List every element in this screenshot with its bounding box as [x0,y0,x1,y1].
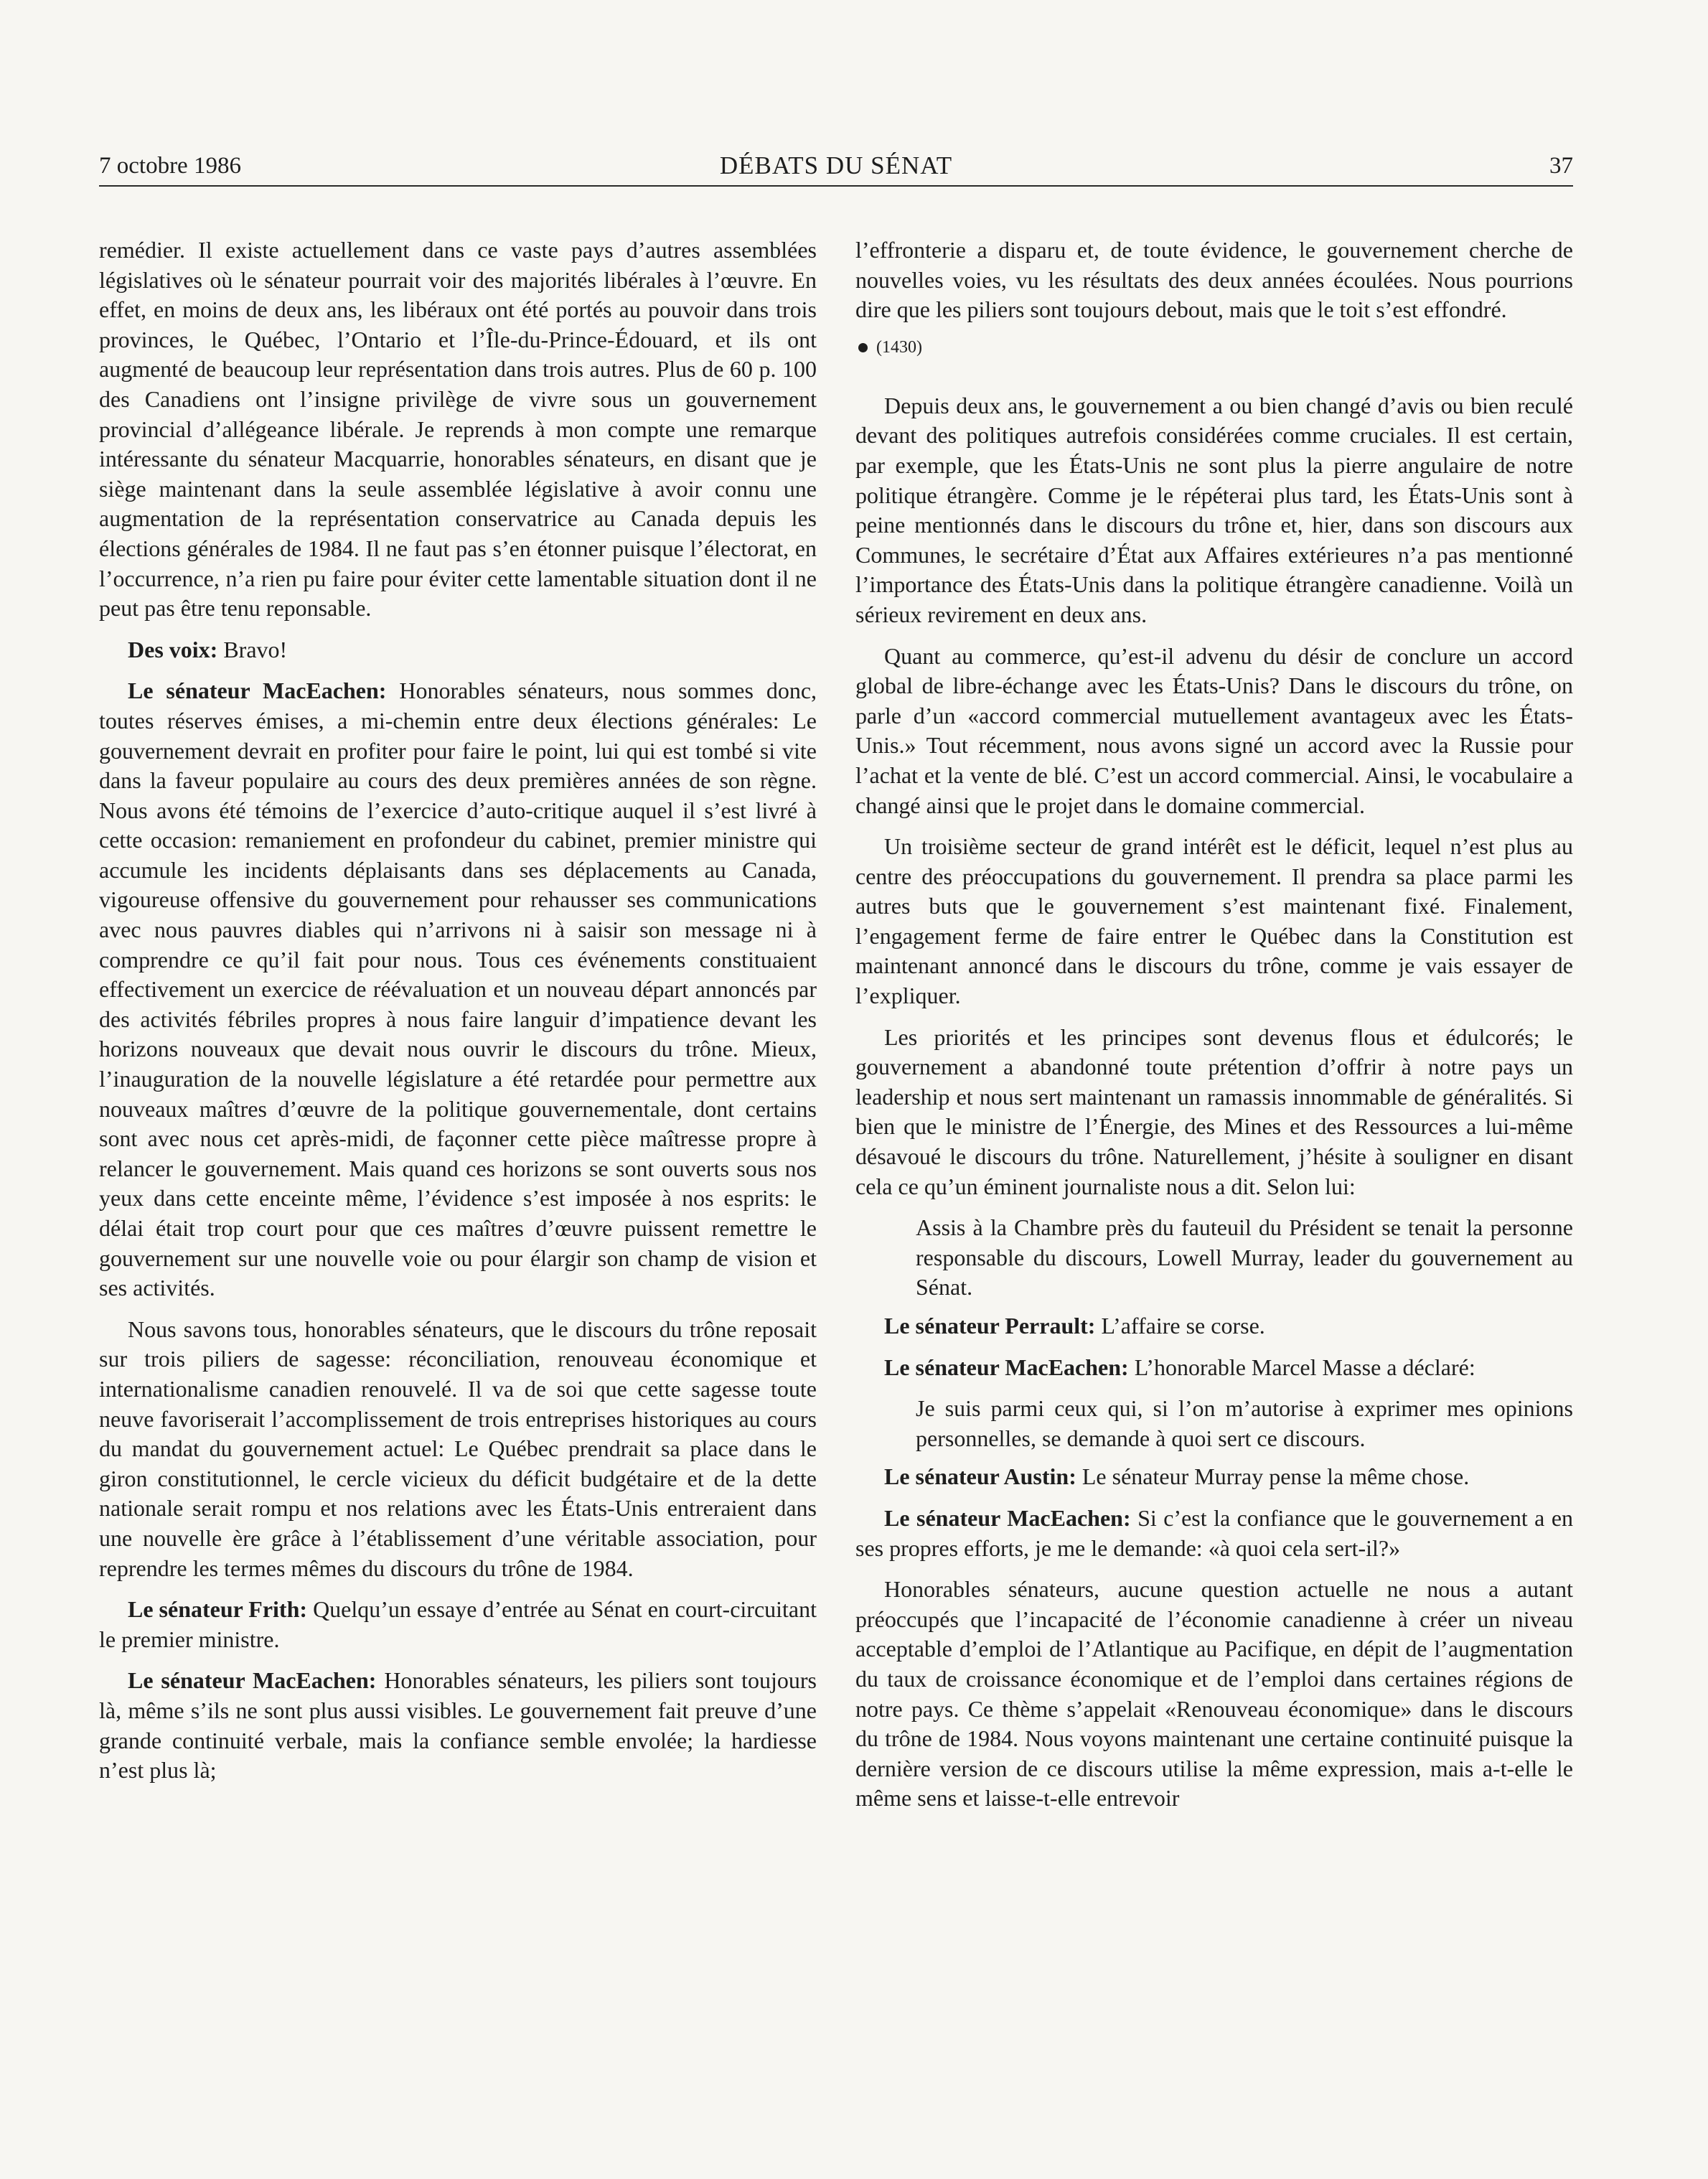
block-quote: Assis à la Chambre près du fauteuil du Président se tenait la personne responsable du discours, Lowell Murray, leader du gouvernement au Sénat. [916,1214,1573,1301]
speaker-name: Le sénateur Perrault: [884,1313,1096,1339]
time-marker-text: (1430) [876,337,922,357]
paragraph: Quant au commerce, qu’est-il advenu du désir de conclure un accord global de libre-échange avec les États-Unis? Dans le discours du trône, on parle d’un «accord commercial mutuellement avantageux avec les États-Unis.» Tout récemment, nous avons signé un accord avec la Russie pour l’achat et la vente de blé. C’est un accord commercial. Ainsi, le vocabulaire a changé ainsi que le projet dans le domaine commercial. [855,642,1573,818]
speaker-name: Des voix: [128,636,218,662]
header-title: DÉBATS DU SÉNAT [719,151,953,179]
paragraph: Un troisième secteur de grand intérêt est le déficit, lequel n’est plus au centre des préoccupations du gouvernement. Il prendra sa place parmi les autres buts que le gouvernement s’est maintenant fixé. Finalement, l’engagement ferme de faire entrer le Québec dans la Constitution est maintenant annoncé dans le discours du trône, comme je vais essayer de l’expliquer. [855,833,1573,1009]
speech-text: Honorables sénateurs, les piliers sont toujours là, même s’ils ne sont plus aussi visibles. Le gouvernement fait preuve d’une grande continuité verbale, mais la confiance semble envolée; la hardiesse n’est plus là; [99,1667,817,1784]
page-number: 37 [1549,153,1573,179]
speech-text: Si c’est la confiance que le gouvernement a en ses propres efforts, je me le demande: «à quoi cela sert-il?» [855,1504,1574,1561]
left-column [99,235,817,1797]
bullet-dot-icon [858,343,868,352]
speech [855,1353,1573,1383]
paragraph: Nous savons tous, honorables sénateurs, que le discours du trône reposait sur trois piliers de sagesse: réconciliation, renouveau économique et internationalisme canadien renouvelé. Il va de soi que cette sagesse toute neuve favoriserait l’accomplissement de trois entreprises historiques au cours du mandat du gouvernement actuel: Le Québec prendrait sa place dans le giron constitutionnel, le cercle vicieux du déficit budgétaire et de la dette nationale serait rompu et nos relations avec les États-Unis entreraient dans une nouvelle ère grâce à l’établissement d’une véritable association, pour reprendre les termes mêmes du discours du trône de 1984. [99,1316,817,1581]
speech-text: Quelqu’un essaye d’entrée au Sénat en court-circuitant le premier ministre. [99,1596,817,1652]
speech [99,676,817,1303]
paragraph: Depuis deux ans, le gouvernement a ou bien changé d’avis ou bien reculé devant des politiques autrefois considérées comme cruciales. Il est certain, par exemple, que les États-Unis ne sont plus la pierre angulaire de notre politique étrangère. Comme je le répéterai plus tard, les États-Unis sont à peine mentionnés dans le discours du trône et, hier, dans son discours aux Communes, le secrétaire d’État aux Affaires extérieures n’a pas mentionné l’importance des États-Unis dans la politique étrangère canadienne. Voilà un sérieux revirement en deux ans. [855,392,1573,627]
speech-text: Honorables sénateurs, nous sommes donc, toutes réserves émises, a mi-chemin entre deux élections générales: Le gouvernement devrait en profiter pour faire le point, lui qui est tombé si vite dans la faveur populaire au cours des deux premières années de son règne. Nous avons été témoins de l’exercice d’auto-critique auquel il s’est livré à cette occasion: remaniement en profondeur du cabinet, premier ministre qui accumule les incidents déplaisants dans ses déplacements au Canada, vigoureuse offensive du gouvernement pour rehausser ses communications avec nous pauvres diables qui n’arrivons ni à saisir son message ni à comprendre ce qu’il fait pour nous. Tous ces événements constituaient effectivement un exercice de réévaluation et un nouveau départ annoncés par des activités fébriles propres à nous faire languir d’impatience devant les horizons nouveaux que devait nous ouvrir le discours du trône. Mieux, l’inauguration de la nouvelle législature a été retardée pour permettre aux nouveaux maîtres d’œuvre de la politique gouvernementale, dont certains sont avec nous cet après-midi, de façonner cette pièce maîtresse propre à relancer le gouvernement. Mais quand ces horizons se sont ouverts sous nos yeux dans cette enceinte même, l’évidence s’est imposée à nos esprits: le délai était trop court pour que ces maîtres d’œuvre puissent remettre le gouvernement sur une nouvelle voie ou pour élargir son champ de vision et ses activités. [99,678,817,1301]
right-column [855,235,1573,1825]
header-date: 7 octobre 1986 [99,153,241,179]
time-marker [855,337,1573,358]
speaker-name: Le sénateur MacEachen: [884,1354,1129,1380]
speech [99,635,817,665]
speech [855,1311,1573,1341]
speech-text: L’affaire se corse. [1101,1313,1265,1339]
paragraph: Honorables sénateurs, aucune question actuelle ne nous a autant préoccupés que l’incapacité de l’économie canadienne à créer un niveau acceptable d’emploi de l’Atlantique au Pacifique, en dépit de l’augmentation du taux de croissance économique et de l’emploi dans certaines régions de notre pays. Ce thème s’appelait «Renouveau économique» dans le discours du trône de 1984. Nous voyons maintenant une certaine continuité puisque la dernière version de ce discours utilise la même expression, mais a-t-elle le même sens et laisse-t-elle entrevoir [855,1576,1573,1812]
speech-text: Le sénateur Murray pense la même chose. [1081,1463,1470,1490]
header-rule [99,185,1573,187]
paragraph: l’effronterie a disparu et, de toute évidence, le gouvernement cherche de nouvelles voies, vu les résultats des deux années écoulées. Nous pourrions dire que les piliers sont toujours debout, mais que le toit s’est effondré. [855,237,1573,323]
speaker-name: Le sénateur Austin: [884,1463,1076,1490]
paragraph: Les priorités et les principes sont devenus flous et édulcorés; le gouvernement a abandonné toute prétention d’offrir à notre pays un leadership et nous sert maintenant un ramassis innommable de généralités. Si bien que le ministre de l’Énergie, des Mines et des Ressources a lui-même désavoué le discours du trône. Naturellement, j’hésite à souligner en disant cela ce qu’un éminent journaliste nous a dit. Selon lui: [855,1023,1573,1199]
page-header [99,148,1573,184]
speech [99,1666,817,1785]
speech [855,1462,1573,1492]
speech [855,1504,1573,1563]
speech [99,1595,817,1654]
speaker-name: Le sénateur MacEachen: [884,1504,1131,1531]
speaker-name: Le sénateur MacEachen: [128,678,387,704]
paragraph: remédier. Il existe actuellement dans ce vaste pays d’autres assemblées législatives où le sénateur pourrait voir des majorités libérales à l’œuvre. En effet, en moins de deux ans, les libéraux ont été portés au pouvoir dans trois provinces, le Québec, l’Ontario et l’Île-du-Prince-Édouard, et ils ont augmenté de beaucoup leur représentation dans trois autres. Plus de 60 p. 100 des Canadiens ont l’insigne privilège de vivre sous un gouvernement provincial d’allégeance libérale. Je reprends à mon compte une remarque intéressante du sénateur Macquarrie, honorables sénateurs, en disant que je siège maintenant dans la seule assemblée législative à avoir connu une augmentation de la représentation conservatrice au Canada depuis les élections générales de 1984. Il ne faut pas s’en étonner puisque l’électorat, en l’occurrence, n’a rien pu faire pour éviter cette lamentable situation dont il ne peut pas être tenu reponsable. [99,237,817,622]
speech-text: Bravo! [223,636,288,662]
block-quote: Je suis parmi ceux qui, si l’on m’autorise à exprimer mes opinions personnelles, se demande à quoi sert ce discours. [916,1395,1573,1451]
speaker-name: Le sénateur Frith: [128,1596,308,1623]
speech-text: L’honorable Marcel Masse a déclaré: [1134,1354,1475,1380]
speaker-name: Le sénateur MacEachen: [128,1667,377,1694]
